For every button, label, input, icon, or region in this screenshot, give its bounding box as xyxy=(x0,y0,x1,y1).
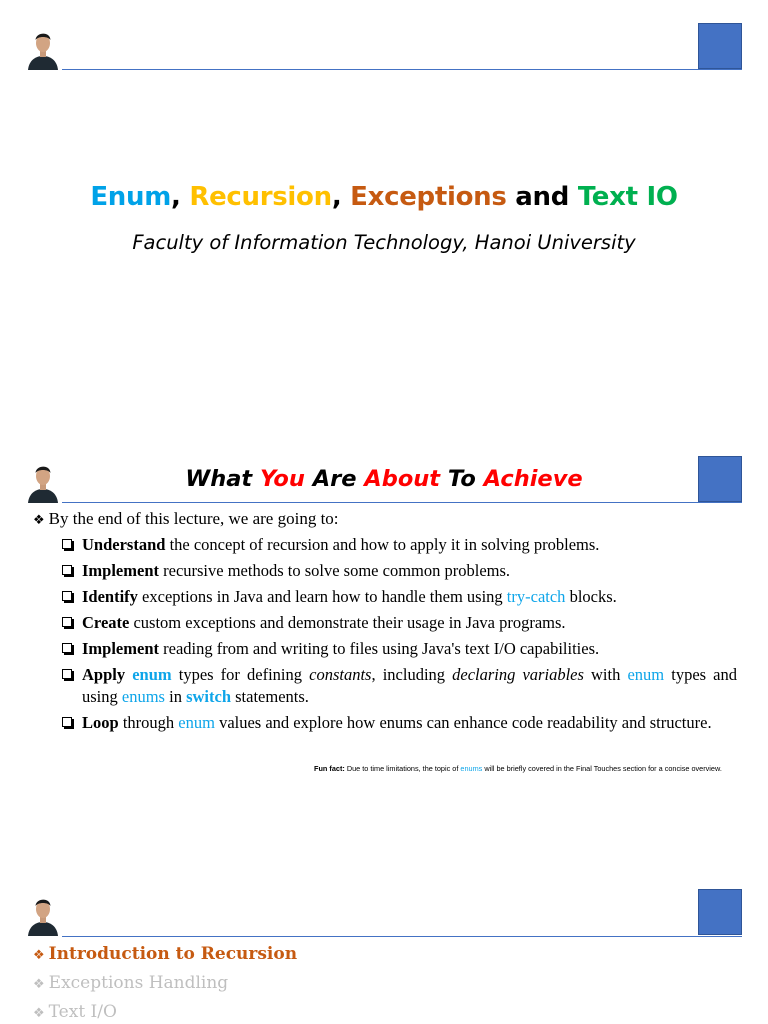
objective-verb: Implement xyxy=(82,561,159,580)
corner-square-decoration xyxy=(698,23,742,69)
objective-text: , including xyxy=(371,665,453,684)
title-you: You xyxy=(259,466,305,492)
header-rule xyxy=(62,69,742,70)
title-enum: Enum xyxy=(90,182,171,212)
title-what: What xyxy=(185,466,260,492)
keyword-try-catch: try-catch xyxy=(506,587,566,606)
agenda-slide xyxy=(0,860,768,1024)
agenda-item-text-io xyxy=(33,998,297,1024)
list-item xyxy=(61,534,737,556)
diamond-bullet-icon: ❖ xyxy=(33,948,45,963)
checkbox-bullet-icon xyxy=(62,617,72,627)
title-achieve: Achieve xyxy=(483,466,583,492)
objective-text: the concept of recursion and how to apply it in solving problems. xyxy=(165,535,600,554)
objective-verb: Implement xyxy=(82,639,159,658)
checkbox-bullet-icon xyxy=(62,565,72,575)
objective-emphasis: constants xyxy=(309,665,372,684)
objective-text: exceptions in Java and learn how to handle them using xyxy=(137,587,507,606)
title-recursion: Recursion xyxy=(189,182,332,212)
fun-fact-note xyxy=(314,764,722,773)
objective-verb: Loop xyxy=(82,713,119,732)
objective-text: types for defining xyxy=(171,665,310,684)
checkbox-bullet-icon xyxy=(62,669,72,679)
list-item xyxy=(61,560,737,582)
objective-text: reading from and writing to files using Java's text I/O capabilities. xyxy=(159,639,600,658)
title-to: To xyxy=(440,466,484,492)
keyword-switch: switch xyxy=(186,687,231,706)
lecture-subtitle: Faculty of Information Technology, Hanoi University xyxy=(132,231,636,254)
fun-fact-text: Due to time limitations, the topic of xyxy=(344,764,461,773)
list-item xyxy=(61,638,737,660)
objectives-intro xyxy=(33,509,339,529)
objective-text: values and explore how enums can enhance code readability and structure. xyxy=(214,713,712,732)
checkbox-bullet-icon xyxy=(62,591,72,601)
checkbox-bullet-icon xyxy=(62,717,72,727)
keyword-enum: enum xyxy=(627,665,665,684)
objective-verb: Apply xyxy=(82,665,126,684)
objective-verb: Create xyxy=(82,613,130,632)
objective-text: through xyxy=(118,713,179,732)
checkbox-bullet-icon xyxy=(62,643,72,653)
objectives-slide xyxy=(0,430,768,860)
title-about: About xyxy=(364,466,441,492)
list-item xyxy=(61,712,737,734)
fun-fact-text: will be briefly covered in the Final Touches section for a concise overview. xyxy=(482,764,722,773)
keyword-enums: enums xyxy=(121,687,165,706)
keyword-enums: enums xyxy=(460,764,483,773)
objective-text: blocks. xyxy=(565,587,617,606)
objective-verb: Identify xyxy=(82,587,138,606)
objective-emphasis: declaring variables xyxy=(452,665,584,684)
list-item xyxy=(61,664,737,708)
title-and: and xyxy=(506,182,578,212)
diamond-bullet-icon: ❖ xyxy=(33,977,45,992)
list-item xyxy=(61,612,737,634)
objective-text: statements. xyxy=(231,687,309,706)
objective-text: custom exceptions and demonstrate their usage in Java programs. xyxy=(129,613,566,632)
intro-text: By the end of this lecture, we are going to: xyxy=(48,509,339,528)
title-comma-2: , xyxy=(331,182,351,212)
objective-verb: Understand xyxy=(82,535,166,554)
objectives-title xyxy=(0,466,768,492)
objective-text: in xyxy=(164,687,187,706)
objective-text: with xyxy=(583,665,628,684)
diamond-bullet-icon: ❖ xyxy=(33,1006,45,1021)
presenter-avatar xyxy=(25,894,61,936)
agenda-item-recursion xyxy=(33,940,297,969)
checkbox-bullet-icon xyxy=(62,539,72,549)
diamond-bullet-icon: ❖ xyxy=(33,513,45,528)
agenda-item-exceptions xyxy=(33,969,297,998)
lecture-title xyxy=(0,182,768,212)
objectives-list xyxy=(61,534,737,738)
keyword-enum: enum xyxy=(132,665,172,684)
presenter-avatar xyxy=(25,28,61,70)
fun-fact-label: Fun fact: xyxy=(314,764,345,773)
title-comma-1: , xyxy=(171,182,190,212)
corner-square-decoration xyxy=(698,889,742,935)
keyword-enum: enum xyxy=(178,713,215,732)
list-item xyxy=(61,586,737,608)
objective-text: recursive methods to solve some common problems. xyxy=(159,561,511,580)
agenda-list xyxy=(33,940,297,1024)
agenda-label: Text I/O xyxy=(48,1002,117,1022)
objective-text: types and using xyxy=(82,665,738,706)
title-slide xyxy=(0,0,768,430)
agenda-label: Introduction to Recursion xyxy=(48,944,298,964)
agenda-label: Exceptions Handling xyxy=(48,973,229,993)
title-exceptions: Exceptions xyxy=(350,182,507,212)
title-are: Are xyxy=(304,466,365,492)
header-rule xyxy=(62,936,742,937)
header-rule xyxy=(62,502,742,503)
title-text-io: Text IO xyxy=(577,182,678,212)
